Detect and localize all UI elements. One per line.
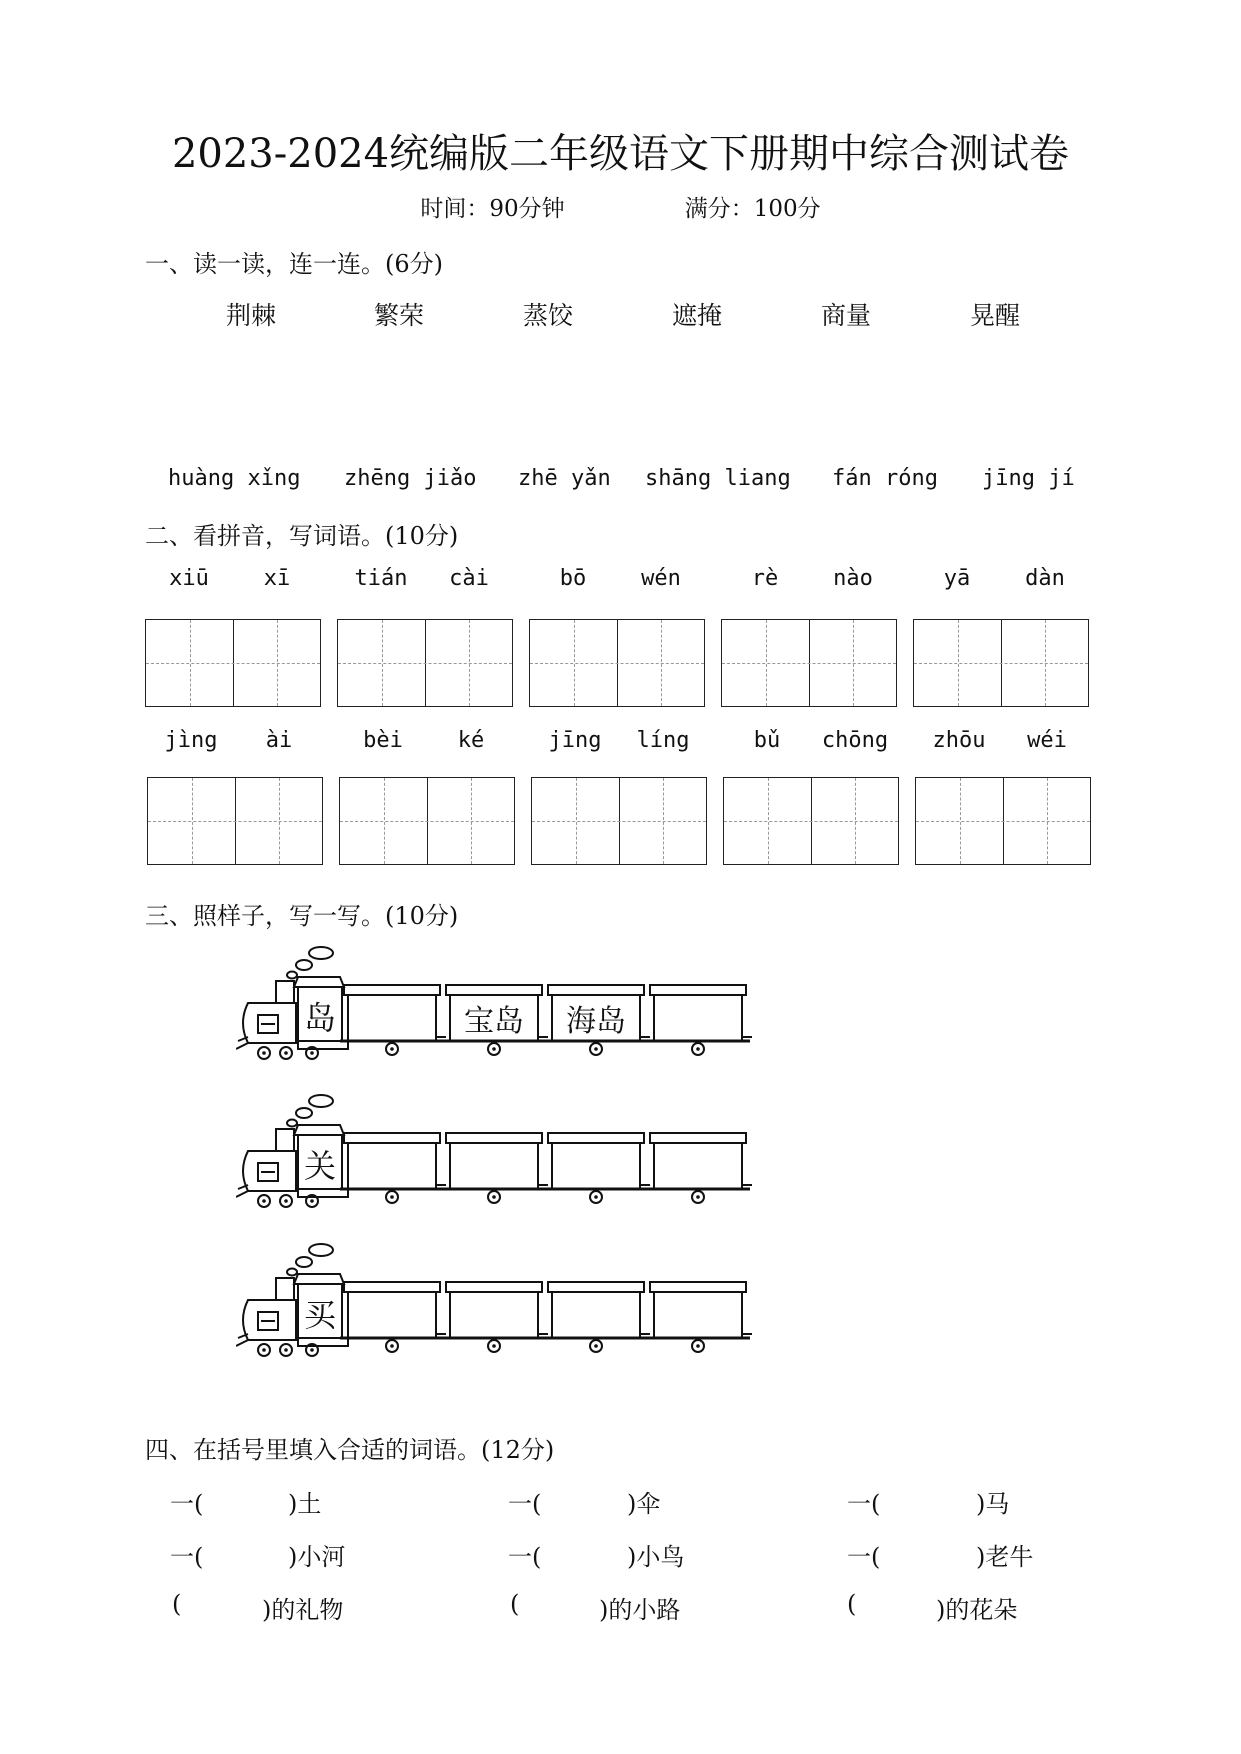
train-car (552, 1292, 640, 1338)
section-1-heading: 一、读一读，连一连。(6分) (145, 250, 443, 278)
wheel-hub (594, 1195, 598, 1199)
blank-close: )老牛 (976, 1543, 1034, 1571)
train-car (348, 1292, 436, 1338)
word-3: 蒸饺 (523, 301, 574, 330)
wheel-hub (284, 1348, 288, 1352)
smoke-puff (287, 1269, 297, 1276)
blank-open: 一( (847, 1490, 881, 1518)
wheel-hub (310, 1051, 314, 1055)
word-5: 商量 (821, 301, 872, 330)
chimney (276, 1278, 294, 1300)
writing-grid[interactable] (915, 777, 1091, 865)
answer-blank[interactable] (200, 1537, 284, 1567)
smoke-puff (309, 947, 333, 959)
car-roof (548, 1282, 644, 1292)
car-roof (344, 985, 440, 995)
cab-roof (294, 977, 344, 987)
car-roof (548, 1133, 644, 1143)
train-2 (236, 1093, 816, 1208)
pinyin-1: huàng xǐng (168, 466, 301, 491)
full-score: 满分：100分 (684, 196, 821, 222)
wheel-hub (262, 1199, 266, 1203)
blank-open: 一( (170, 1543, 204, 1571)
page-title: 2023-2024统编版二年级语文下册期中综合测试卷 (171, 131, 1070, 177)
wheel-hub (390, 1195, 394, 1199)
exam-meta (0, 190, 1241, 223)
pinyin-syllable: ài (265, 728, 293, 753)
pinyin-5: fán róng (832, 466, 938, 491)
word-1: 荆棘 (226, 301, 277, 330)
pinyin-syllable: wéi (1027, 728, 1067, 753)
wheel-hub (696, 1195, 700, 1199)
car-roof (650, 1133, 746, 1143)
writing-grid[interactable] (913, 619, 1089, 707)
car-word: 宝岛 (464, 1004, 524, 1039)
blank-open: ( (510, 1590, 520, 1618)
car-roof (548, 985, 644, 995)
pinyin-syllable: zhōu (932, 728, 986, 753)
pinyin-syllable: xiū (169, 566, 209, 591)
cab-roof (294, 1125, 344, 1135)
wheel-hub (492, 1195, 496, 1199)
section-3-heading: 三、照样子，写一写。(10分) (145, 902, 459, 930)
smoke-puff (296, 1257, 312, 1267)
section-4-heading: 四、在括号里填入合适的词语。(12分) (145, 1436, 555, 1464)
wheel-hub (696, 1344, 700, 1348)
chimney (276, 1129, 294, 1151)
writing-grid[interactable] (147, 777, 323, 865)
blank-close: )的小路 (599, 1596, 681, 1624)
pinyin-2: zhēng jiǎo (344, 466, 477, 491)
wheel-hub (492, 1047, 496, 1051)
engine-character: 买 (303, 1296, 337, 1334)
wheel-hub (390, 1344, 394, 1348)
blank-close: )伞 (627, 1490, 661, 1518)
writing-grid[interactable] (339, 777, 515, 865)
pinyin-syllable: wén (641, 566, 681, 591)
answer-blank[interactable] (202, 1590, 258, 1620)
cab-roof (294, 1274, 344, 1284)
train-car (348, 995, 436, 1041)
car-roof (446, 985, 542, 995)
car-roof (344, 1133, 440, 1143)
pinyin-syllable: cài (449, 566, 489, 591)
answer-blank[interactable] (877, 1590, 932, 1620)
train-car (654, 1292, 742, 1338)
engine-character: 岛 (303, 999, 337, 1037)
pinyin-syllable: tián (354, 566, 408, 591)
wheel-hub (284, 1199, 288, 1203)
writing-grid[interactable] (337, 619, 513, 707)
car-roof (446, 1282, 542, 1292)
train-car (654, 1143, 742, 1189)
pinyin-syllable: dàn (1025, 566, 1065, 591)
pinyin-syllable: bǔ (753, 728, 781, 753)
train-3 (236, 1242, 816, 1357)
pinyin-3: zhē yǎn (518, 466, 611, 491)
blank-open: 一( (508, 1490, 542, 1518)
blank-open: ( (847, 1590, 857, 1618)
word-6: 晃醒 (970, 301, 1021, 330)
blank-open: 一( (847, 1543, 881, 1571)
car-roof (446, 1133, 542, 1143)
pinyin-syllable: yā (943, 566, 971, 591)
wheel-hub (262, 1051, 266, 1055)
blank-open: ( (172, 1590, 182, 1618)
pinyin-syllable: ké (457, 728, 485, 753)
pinyin-syllable: nào (833, 566, 873, 591)
blank-close: )小河 (288, 1543, 346, 1571)
train-1 (236, 945, 816, 1060)
wheel-hub (284, 1051, 288, 1055)
smoke-puff (287, 972, 297, 979)
answer-blank[interactable] (877, 1537, 972, 1567)
word-4: 遮掩 (672, 301, 723, 330)
writing-grid[interactable] (145, 619, 321, 707)
blank-close: )小鸟 (627, 1543, 685, 1571)
writing-grid[interactable] (531, 777, 707, 865)
blank-close: )马 (976, 1490, 1010, 1518)
pinyin-4: shāng liang (645, 466, 791, 491)
blank-close: )的花朵 (936, 1596, 1018, 1624)
word-2: 繁荣 (374, 301, 425, 330)
pinyin-syllable: bèi (363, 728, 403, 753)
wheel-hub (492, 1344, 496, 1348)
smoke-puff (296, 1108, 312, 1118)
engine-character: 关 (303, 1147, 337, 1185)
car-word: 海岛 (566, 1004, 626, 1039)
pinyin-syllable: chōng (821, 728, 889, 753)
wheel-hub (390, 1047, 394, 1051)
pinyin-syllable: jìng (164, 728, 218, 753)
wheel-hub (594, 1344, 598, 1348)
smoke-puff (309, 1244, 333, 1256)
wheel-hub (262, 1348, 266, 1352)
time-limit: 时间：90分钟 (420, 196, 565, 222)
pinyin-syllable: jīng (548, 728, 602, 753)
writing-grid[interactable] (529, 619, 705, 707)
car-roof (650, 1282, 746, 1292)
answer-blank[interactable] (538, 1484, 623, 1514)
train-car (552, 1143, 640, 1189)
pinyin-syllable: bō (559, 566, 587, 591)
blank-close: )的礼物 (262, 1596, 344, 1624)
blank-close: )土 (288, 1490, 322, 1518)
blank-open: 一( (170, 1490, 204, 1518)
wheel-hub (310, 1199, 314, 1203)
writing-grid[interactable] (723, 777, 899, 865)
wheel-hub (594, 1047, 598, 1051)
writing-grid[interactable] (721, 619, 897, 707)
pinyin-syllable: líng (636, 728, 690, 753)
car-roof (344, 1282, 440, 1292)
pinyin-syllable: rè (751, 566, 779, 591)
wheel-hub (310, 1348, 314, 1352)
pinyin-6: jīng jí (982, 466, 1075, 491)
answer-blank[interactable] (538, 1537, 623, 1567)
train-car (654, 995, 742, 1041)
pinyin-syllable: xī (263, 566, 291, 591)
answer-blank[interactable] (877, 1484, 972, 1514)
smoke-puff (296, 960, 312, 970)
answer-blank[interactable] (200, 1484, 284, 1514)
wheel-hub (696, 1047, 700, 1051)
chimney (276, 981, 294, 1003)
train-car (450, 1143, 538, 1189)
section-2-heading: 二、看拼音，写词语。(10分) (145, 522, 459, 550)
blank-open: 一( (508, 1543, 542, 1571)
smoke-puff (309, 1095, 333, 1107)
train-car (348, 1143, 436, 1189)
smoke-puff (287, 1120, 297, 1127)
train-car (450, 1292, 538, 1338)
car-roof (650, 985, 746, 995)
answer-blank[interactable] (540, 1590, 595, 1620)
